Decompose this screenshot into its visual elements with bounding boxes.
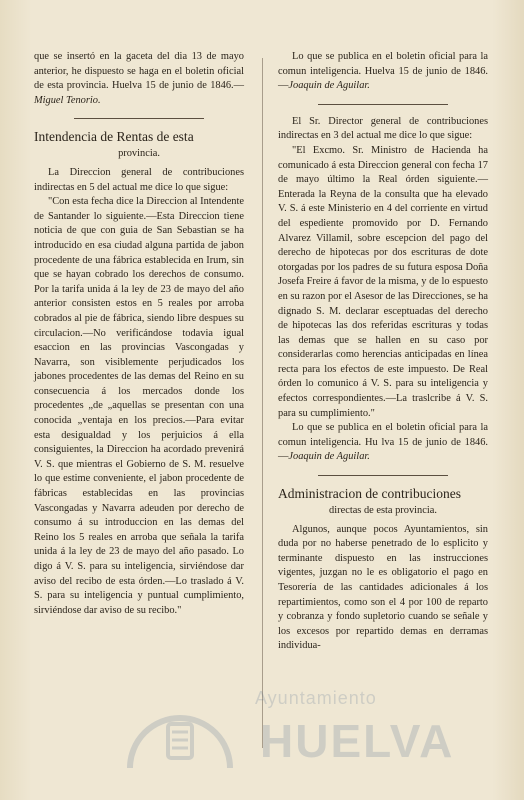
intro-text: que se insertó en la gaceta del dia 13 de mayo anterior, he dispuesto se haga en el boletin oficial de esta provincia. Huelva 15 de junio de 1846.— — [34, 51, 244, 92]
signature: Miguel Tenorio. — [34, 94, 101, 106]
body-paragraph: "El Excmo. Sr. Ministro de Hacienda ha comunicado á esta Direccion general con fecha 17 de mayo último la Real órden siguiente.—Enterada la Reyna de la consulta que ha elevado V. S. á este Ministerio en 4 del corriente en virtud del espediente promovido por D. Fernando Alvarez Villamil, sobre escepcion del pago del derecho de hipotecas por dos escrituras de dote otorgadas por los padres de su futura esposa Doña Josefa Freire á favor de la misma, y de lo espuesto en su razon por el Asesor de las Direcciones, se ha dignado S. M. declarar esceptuadas del derecho de hipotecas las dos referidas escrituras y todas las demas que se hallen en su caso por considerarlas como herencias anticipadas en línea recta para los efectos de este impuesto. De Real órden lo comunico á V. S. para su inteligencia y efectos correspondientes.—La traslcribe á V. S. para su cumplimiento." — [278, 144, 488, 419]
paragraph-text: Lo que se publica en el boletin oficial para la comun inteligencia. Hu lva 15 de junio de 1846.— — [278, 422, 488, 463]
watermark-logo — [110, 688, 510, 778]
body-paragraph: Algunos, aunque pocos Ayuntamientos, sin duda por no haberse penetrado de lo esplicito y terminante dispuesto en las instrucciones vigentes, juzgan no le es obligatorio el pago en Tesorería de las cantidades adicionales á los repartimientos, como son el 4 por 100 de reparto y cobranza y fondo supletorio cuando se señale y los excesos por repartido demas en derramas individua- — [278, 523, 488, 652]
left-column — [34, 50, 244, 618]
watermark-big-text: HUELVA — [260, 715, 455, 767]
section-subheading: directas de esta provincia. — [329, 505, 437, 517]
section-heading: Intendencia de Rentas de esta — [34, 129, 194, 145]
section-divider — [74, 118, 204, 119]
paragraph-text: Lo que se publica en el boletin oficial para la comun inteligencia. Huelva 15 de junio de 1846.— — [278, 51, 488, 92]
intro-paragraph — [34, 50, 244, 108]
body-paragraph: La Direccion general de contribuciones indirectas en 5 del actual me dice lo que sigue: — [34, 166, 244, 193]
column-rule — [262, 58, 263, 748]
body-paragraph — [278, 50, 488, 94]
signature: Joaquin de Aguilar. — [288, 451, 370, 463]
section-divider — [318, 475, 448, 476]
section-divider — [318, 104, 448, 105]
body-paragraph: El Sr. Director general de contribuciones indirectas en 3 del actual me dice lo que sigue: — [278, 115, 488, 142]
section-heading: Administracion de contribuciones — [278, 486, 461, 502]
section-subheading: provincia. — [118, 148, 160, 160]
right-column — [278, 50, 488, 654]
crest-icon — [124, 698, 236, 770]
body-paragraph: "Con esta fecha dice la Direccion al Intendente de Santander lo siguiente.—Esta Direccion tiene noticia de que con guia de San Sebastian se ha introducido en esa ciudad alguna partida de jabon procedente de una fábrica establecida en Irum, sin que se hayan cobrado los derechos de consumo. Por la tarifa unida á la ley de 23 de mayo del año anterior consisten estos en 5 reales por arroba cobrados al pie de fábrica, siendo libre despues su circulacion.—No verificándose todavia igual esaccion en las provincias Vascongadas y Navarra, son visiblemente perjudicados los jabones procedentes de las demas del Reino en su consecuencia á los mercados donde los procedentes „de „aquellas se presentan con una conocida „ventaja en los precios.—Para evitar esta desigualdad y los perjuicios á ella consiguientes, la Direccion ha acordado prevenirá V. S. que mientras el Gobierno de S. M. resuelve lo que estime conveniente, el jabon procedente de fábricas establecidas en las provincias Vascongadas y Navarra adeuden por derecho de consumo á su introduccion en las demas del Reino los 5 reales en arroba que señala la tarifa unida á la ley de 23 de mayo del año pasado. Lo digo á V. S. para su inteligencia, sirviéndose dar aviso del recibo de esta órden.—Lo traslado á V. S. para su inteligencia y puntual cumplimiento, sirviéndose dar aviso de su recibo." — [34, 196, 244, 616]
body-paragraph — [278, 421, 488, 465]
signature: Joaquin de Aguilar. — [288, 80, 370, 92]
watermark-small-text: Ayuntamiento — [255, 688, 377, 708]
